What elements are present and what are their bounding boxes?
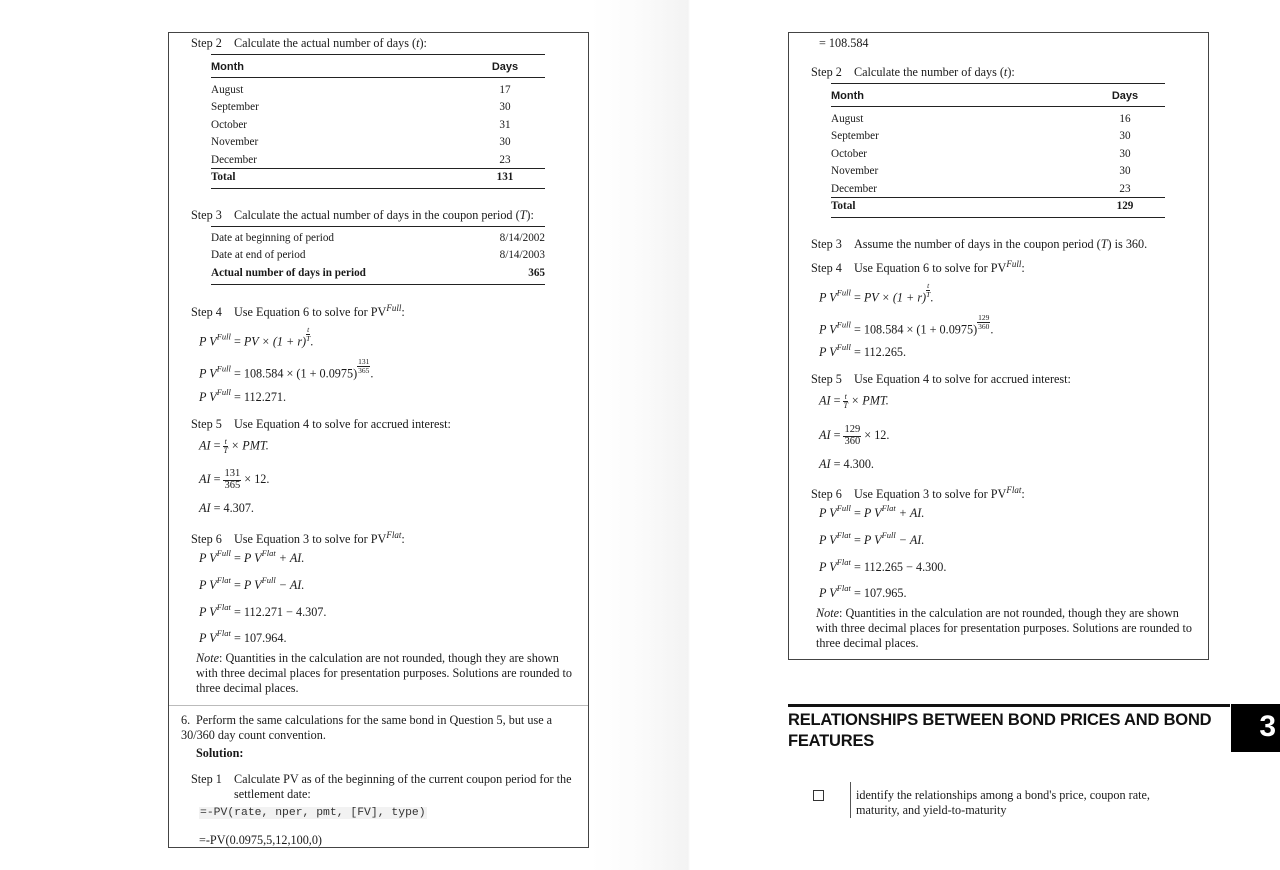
excel-pv-formula: =-PV(0.0975,5,12,100,0) — [199, 833, 322, 847]
table-cell-days: 30 — [1119, 148, 1131, 160]
equation: P $V^{Full} = 112.265$. — [819, 342, 907, 359]
table-cell-month: December — [831, 183, 877, 195]
left-step3-heading: Step 3 Calculate the actual number of days in the coupon period (T): — [191, 208, 534, 222]
col-header-month: Month — [831, 90, 864, 102]
table-total-label: Total — [831, 200, 856, 212]
table-cell-days: 30 — [1119, 130, 1131, 142]
equation: P $V^{Full} = 108.584 \times (1 + 0.0975)$ $\frac{131}{365}$ . — [199, 357, 374, 381]
q6-step1-heading: Step 1 Calculate PV as of the beginning of the current coupon period for the — [191, 772, 572, 786]
table-cell-days: 30 — [1119, 165, 1131, 177]
table-total-value: 131 — [496, 171, 514, 183]
equation: P $V^{Flat} = 112.271 - 4.307$. — [199, 602, 327, 619]
table-cell-month: December — [211, 154, 257, 166]
table-cell-days: 23 — [1119, 183, 1131, 195]
table-cell-month: September — [211, 101, 259, 113]
table-cell-month: October — [831, 148, 868, 160]
equation: P $V^{Flat} = 107.964$. — [199, 628, 287, 645]
table-cell-days: 16 — [1119, 113, 1131, 125]
question-6: 6. Perform the same calculations for the same bond in Question 5, but use a 30/360 day count convention. — [181, 713, 553, 742]
period-row-value: 8/14/2003 — [499, 249, 545, 261]
equation: P $V^{Flat} = P$ $V^{Full}$ − AI. — [819, 530, 925, 547]
period-row-label: Date at beginning of period — [211, 232, 335, 244]
table-cell-days: 30 — [499, 136, 511, 148]
col-header-days: Days — [1111, 90, 1139, 102]
right-step5-heading: Step 5 Use Equation 4 to solve for accrued interest: — [811, 372, 1071, 386]
left-step4-heading: Step 4 Use Equation 6 to solve for $PV^{Full}$: — [191, 303, 405, 320]
left-step2-heading: Step 2 Calculate the actual number of days (t): — [191, 36, 427, 50]
equation: P $V^{Full} = P$ $V^{Flat}$ + AI. — [199, 548, 305, 565]
equation: P $V^{Full}$ = PV × (1 + r) $\frac{t}{T}$ . — [819, 281, 934, 305]
equation: P $V^{Full} = P$ $V^{Flat}$ + AI. — [819, 503, 925, 520]
table-total-value: 129 — [1116, 200, 1134, 212]
equation: AI = 4.300. — [819, 457, 874, 471]
table-cell-days: 30 — [499, 101, 511, 113]
table-cell-days: 17 — [499, 84, 511, 96]
col-header-month: Month — [211, 61, 244, 73]
right-step6-heading: Step 6 Use Equation 3 to solve for $PV^{Flat}$: — [811, 485, 1025, 502]
equation: AI = $\frac{t}{T}$ × PMT. — [199, 437, 269, 455]
learning-outcome-checkbox[interactable] — [813, 790, 824, 801]
equation: P $V^{Full}$ = PV × (1 + r) $\frac{t}{T}$ . — [199, 325, 314, 349]
learning-outcome-text: identify the relationships among a bond's price, coupon rate, maturity, and yield-to-maturity — [856, 788, 1150, 817]
table-cell-month: August — [211, 84, 244, 96]
excel-pv-syntax: =-PV(rate, nper, pmt, [FV], type) — [200, 807, 426, 819]
pv-result: = 108.584 — [819, 36, 869, 50]
equation: P $V^{Flat} = 107.965$. — [819, 583, 907, 600]
table-cell-month: October — [211, 119, 248, 131]
right-step2-heading: Step 2 Calculate the number of days (t): — [811, 65, 1015, 79]
right-step4-heading: Step 4 Use Equation 6 to solve for $PV^{Full}$: — [811, 259, 1025, 276]
question-divider — [169, 705, 588, 706]
table-cell-month: November — [211, 136, 259, 148]
step-label: Step 2 — [191, 36, 222, 50]
table-total-label: Total — [211, 171, 236, 183]
table-cell-month: September — [831, 130, 879, 142]
right-note: Note: Quantities in the calculation are not rounded, though they are shown with three decimal places for presentation purposes. Solutions are rounded to three decimal places. — [816, 606, 1193, 650]
section-rule — [788, 704, 1230, 707]
section-number-badge: 3 — [1231, 704, 1280, 752]
period-total-value: 365 — [528, 267, 545, 279]
equation: P $V^{Full} = 108.584 \times (1 + 0.0975)$ $\frac{129}{360}$ . — [819, 313, 994, 337]
equation: P $V^{Flat} = 112.265 - 4.300$. — [819, 557, 947, 574]
equation: AI = $\frac{t}{T}$ × PMT. — [819, 392, 889, 410]
left-step5-heading: Step 5 Use Equation 4 to solve for accrued interest: — [191, 417, 451, 431]
right-solution-box — [788, 32, 1209, 660]
table-cell-days: 31 — [499, 119, 511, 131]
section-title: RELATIONSHIPS BETWEEN BOND PRICES AND BOND FEATURES — [788, 711, 1212, 750]
equation: AI = $\frac{129}{360}$ × 12. — [819, 424, 890, 447]
period-row-label: Date at end of period — [211, 249, 306, 261]
equation: P $V^{Flat} = P$ $V^{Full}$ − AI. — [199, 575, 305, 592]
left-note: Note: Quantities in the calculation are not rounded, though they are shown with three decimal places for presentation purposes. Solutions are rounded to three decimal places. — [196, 651, 573, 695]
table-cell-month: August — [831, 113, 864, 125]
left-step6-heading: Step 6 Use Equation 3 to solve for $PV^{Flat}$: — [191, 530, 405, 547]
table-cell-days: 23 — [499, 154, 511, 166]
equation: AI = $\frac{131}{365}$ × 12. — [199, 468, 270, 491]
table-cell-month: November — [831, 165, 879, 177]
left-solution-box — [168, 32, 589, 848]
equation: P $V^{Full} = 112.271$. — [199, 387, 287, 404]
col-header-days: Days — [491, 61, 519, 73]
learning-outcome-bar — [850, 782, 851, 818]
right-step3-heading: Step 3 Assume the number of days in the coupon period (T) is 360. — [811, 237, 1148, 251]
period-total-label: Actual number of days in period — [211, 267, 366, 279]
solution-label: Solution: — [196, 746, 244, 760]
equation: AI = 4.307. — [199, 501, 254, 515]
q6-step1-continued: settlement date: — [234, 787, 311, 801]
period-row-value: 8/14/2002 — [499, 232, 545, 244]
page-gutter — [590, 0, 690, 870]
